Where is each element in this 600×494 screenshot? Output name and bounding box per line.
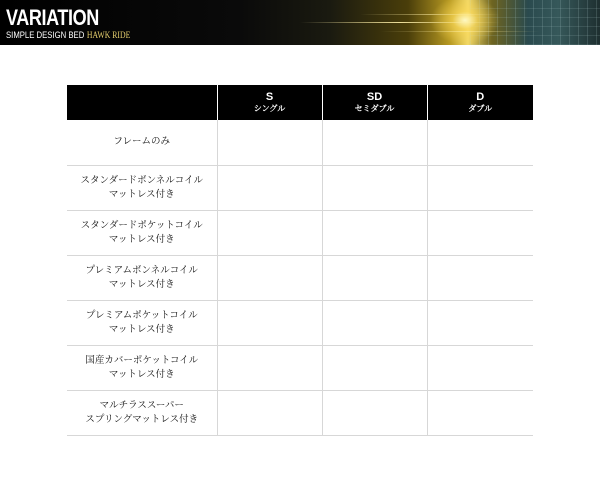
table-row (67, 255, 533, 300)
table-cell (427, 345, 533, 390)
row-label-line: マルチラススーパー (99, 399, 184, 411)
row-label-line: 国産カバーポケットコイル (85, 354, 199, 366)
table-cell (217, 120, 322, 165)
table-cell (427, 210, 533, 255)
row-label-domestic-cover-pocket (67, 345, 217, 390)
table-cell (217, 165, 322, 210)
table-cell (322, 390, 427, 435)
row-label-premium-pocket (67, 300, 217, 345)
banner-subtitle (6, 30, 130, 40)
banner-light-streak (380, 31, 540, 32)
banner-brand: HAWK RIDE (86, 30, 131, 40)
size-label: セミダブル (354, 104, 395, 113)
table-cell (322, 120, 427, 165)
row-label-line: マットレス付き (108, 323, 175, 335)
row-label-standard-bonnell (67, 165, 217, 210)
row-label-line: マットレス付き (108, 278, 175, 290)
table-cell (322, 300, 427, 345)
table-cell (427, 255, 533, 300)
row-label-line: マットレス付き (108, 188, 175, 200)
header-cell-double (427, 85, 533, 120)
table-row (67, 210, 533, 255)
row-label-line: スタンダードボンネルコイル (80, 174, 204, 186)
row-label-premium-bonnell (67, 255, 217, 300)
table-cell (217, 300, 322, 345)
table-row (67, 300, 533, 345)
table-cell (322, 345, 427, 390)
row-label-line: フレームのみ (113, 136, 171, 148)
banner-light-streak (300, 22, 500, 23)
table-header (67, 85, 533, 120)
header-cell-single (217, 85, 322, 120)
table-cell (217, 255, 322, 300)
table-cell (427, 120, 533, 165)
table-body (67, 120, 533, 435)
table-row (67, 165, 533, 210)
row-label-line: プレミアムボンネルコイル (85, 264, 198, 276)
table-cell (217, 345, 322, 390)
table-cell (217, 210, 322, 255)
table-cell (427, 165, 533, 210)
row-label-multi-lath-super-spring (67, 390, 217, 435)
table-row (67, 120, 533, 165)
table-row (67, 345, 533, 390)
size-label: ダブル (468, 104, 493, 113)
banner-light-streak (360, 14, 500, 15)
table-cell (427, 300, 533, 345)
table-cell (322, 165, 427, 210)
variation-banner (0, 0, 600, 45)
variation-table (67, 85, 533, 436)
table-header-row (67, 85, 533, 120)
row-label-line: プレミアムポケットコイル (85, 309, 198, 321)
table-cell (322, 210, 427, 255)
header-cell-empty (67, 85, 217, 120)
row-label-frame-only (67, 120, 217, 165)
banner-subtitle-text: SIMPLE DESIGN BED (6, 30, 85, 40)
table-row (67, 390, 533, 435)
table-cell (217, 390, 322, 435)
size-code: D (476, 91, 485, 103)
table-cell (427, 390, 533, 435)
size-label: シングル (253, 104, 286, 113)
header-cell-semi-double (322, 85, 427, 120)
row-label-line: スタンダードポケットコイル (80, 219, 203, 231)
banner-title: VARIATION (6, 5, 99, 30)
row-label-standard-pocket (67, 210, 217, 255)
row-label-line: スプリングマットレス付き (85, 413, 199, 425)
row-label-line: マットレス付き (108, 233, 175, 245)
row-label-line: マットレス付き (108, 368, 175, 380)
size-code: SD (366, 91, 383, 103)
size-code: S (265, 91, 274, 103)
table-cell (322, 255, 427, 300)
